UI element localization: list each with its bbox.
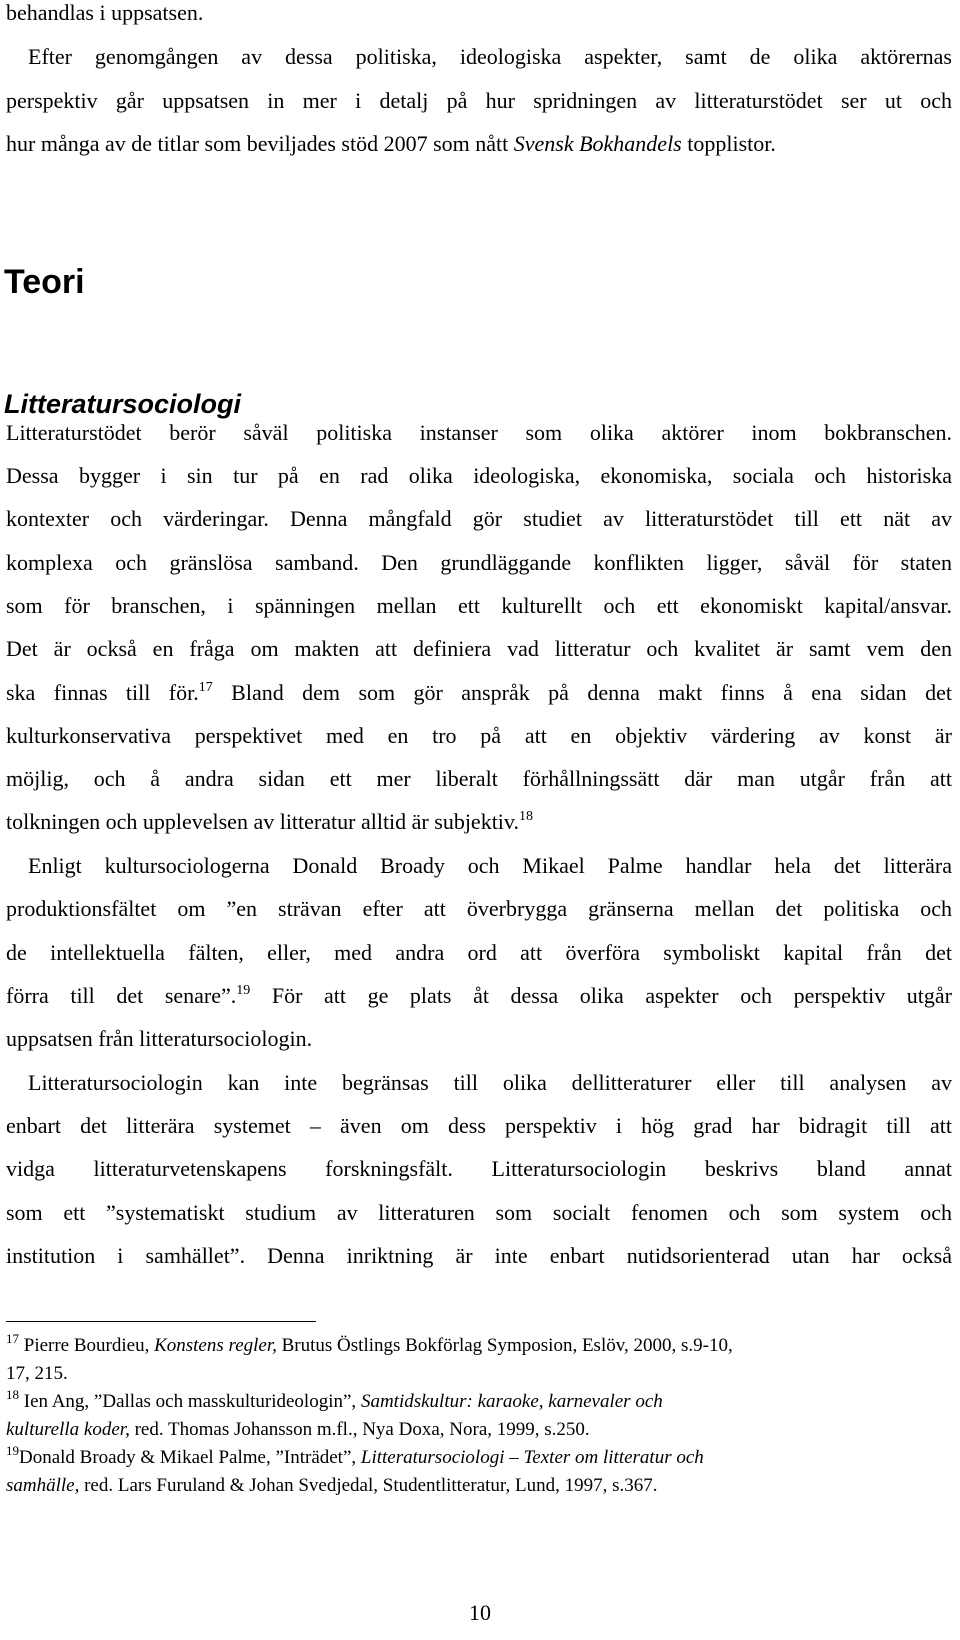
footnote-ref[interactable]: 17 [198,680,213,695]
body-line: som ett ”systematiskt studium av litteraturen som socialt fenomen och som system och [6,1200,952,1225]
body-line: kulturkonservativa perspektivet med en tro på att en objektiv värdering av konst är [6,723,952,748]
body-line: Det är också en fråga om makten att definiera vad litteratur och kvalitet är samt vem den [6,636,952,661]
body-line: de intellektuella fälten, eller, med andra ord att överföra symboliskt kapital från det [6,940,952,965]
body-line: Litteraturstödet berör såväl politiska instanser som olika aktörer inom bokbranschen. [6,420,952,445]
footnote-19 [6,1443,952,1471]
footnote-text: red. Lars Furuland & Johan Svedjedal, Studentlitteratur, Lund, 1997, s.367. [79,1475,658,1496]
footnote-title: Konstens regler, [154,1335,277,1356]
footnote-number: 19 [6,1443,19,1458]
footnote-title: Samtidskultur: karaoke, karnevaler och [360,1391,663,1412]
italic-title: Svensk Bokhandels [513,131,682,156]
footnote-text: red. Thomas Johansson m.fl., Nya Doxa, Nora, 1999, s.250. [129,1419,590,1440]
body-line [6,131,952,157]
body-text: Bland dem som gör anspråk på denna makt finns å ena sidan det [212,680,952,705]
footnote-number: 18 [6,1387,19,1402]
footnote-text: Ien Ang, ”Dallas och masskulturideologin”, [19,1391,361,1412]
body-text: tolkningen och upplevelsen av litteratur alltid är subjektiv. [6,809,519,834]
footnote-title: kulturella koder, [6,1419,130,1440]
body-line [6,983,952,1013]
body-line: Efter genomgången av dessa politiska, ideologiska aspekter, samt de olika aktörernas [28,44,952,69]
body-line: komplexa och gränslösa samband. Den grundläggande konflikten ligger, såväl för staten [6,550,952,575]
body-text: topplistor. [681,131,776,156]
body-line: enbart det litterära systemet – även om dess perspektiv i hög grad har bidragit till att [6,1113,952,1138]
body-line [6,809,952,839]
footnote-text: Pierre Bourdieu, [19,1335,155,1356]
body-line: Enligt kultursociologerna Donald Broady och Mikael Palme handlar hela det litterära [28,853,952,878]
body-line: Litteratursociologin kan inte begränsas till olika dellitteraturer eller till analysen av [28,1070,952,1095]
body-line: produktionsfältet om ”en strävan efter att överbrygga gränserna mellan det politiska och [6,896,952,921]
footnote-18 [6,1387,952,1415]
body-text: förra till det senare”. [6,983,237,1008]
body-line: perspektiv går uppsatsen in mer i detalj på hur spridningen av litteraturstödet ser ut och [6,88,952,113]
footnote-text: Brutus Östlings Bokförlag Symposion, Eslöv, 2000, s.9-10, [276,1335,733,1356]
footnote-18-cont [6,1418,952,1442]
body-line: uppsatsen från litteratursociologin. [6,1026,313,1051]
subsection-heading: Litteratursociologi [4,389,242,419]
body-text: hur många av de titlar som beviljades stöd 2007 som nått [6,131,514,156]
body-line: kontexter och värderingar. Denna mångfald gör studiet av litteraturstödet till ett nät av [6,506,952,531]
body-line: behandlas i uppsatsen. [6,0,204,25]
footnote-19-cont [6,1474,952,1498]
body-text: ska finnas till för. [6,680,199,705]
footnote-ref[interactable]: 18 [519,809,533,824]
body-line: institution i samhället”. Denna inriktning är inte enbart nutidsorienterad utan har också [6,1243,952,1268]
section-heading: Teori [4,263,85,301]
footnote-ref[interactable]: 19 [236,983,251,998]
body-line: vidga litteraturvetenskapens forskningsfält. Litteratursociologin beskrivs bland annat [6,1156,952,1181]
body-line: möjlig, och å andra sidan ett mer liberalt förhållningssätt där man utgår från att [6,766,952,791]
body-line: Dessa bygger i sin tur på en rad olika ideologiska, ekonomiska, sociala och historiska [6,463,952,488]
body-text: För att ge plats åt dessa olika aspekter och perspektiv utgår [250,983,953,1008]
footnote-17-cont: 17, 215. [6,1363,68,1384]
footnote-title: samhälle, [6,1475,80,1496]
footnote-divider [6,1321,316,1322]
footnote-17 [6,1331,952,1359]
body-line [6,680,952,710]
footnote-text: Donald Broady & Mikael Palme, ”Inträdet”, [19,1447,361,1468]
footnote-number: 17 [6,1331,19,1346]
page-number: 10 [469,1600,491,1625]
body-line: som för branschen, i spänningen mellan ett kulturellt och ett ekonomiskt kapital/ansvar. [6,593,952,618]
footnote-title: Litteratursociologi – Texter om litteratur och [360,1447,704,1468]
